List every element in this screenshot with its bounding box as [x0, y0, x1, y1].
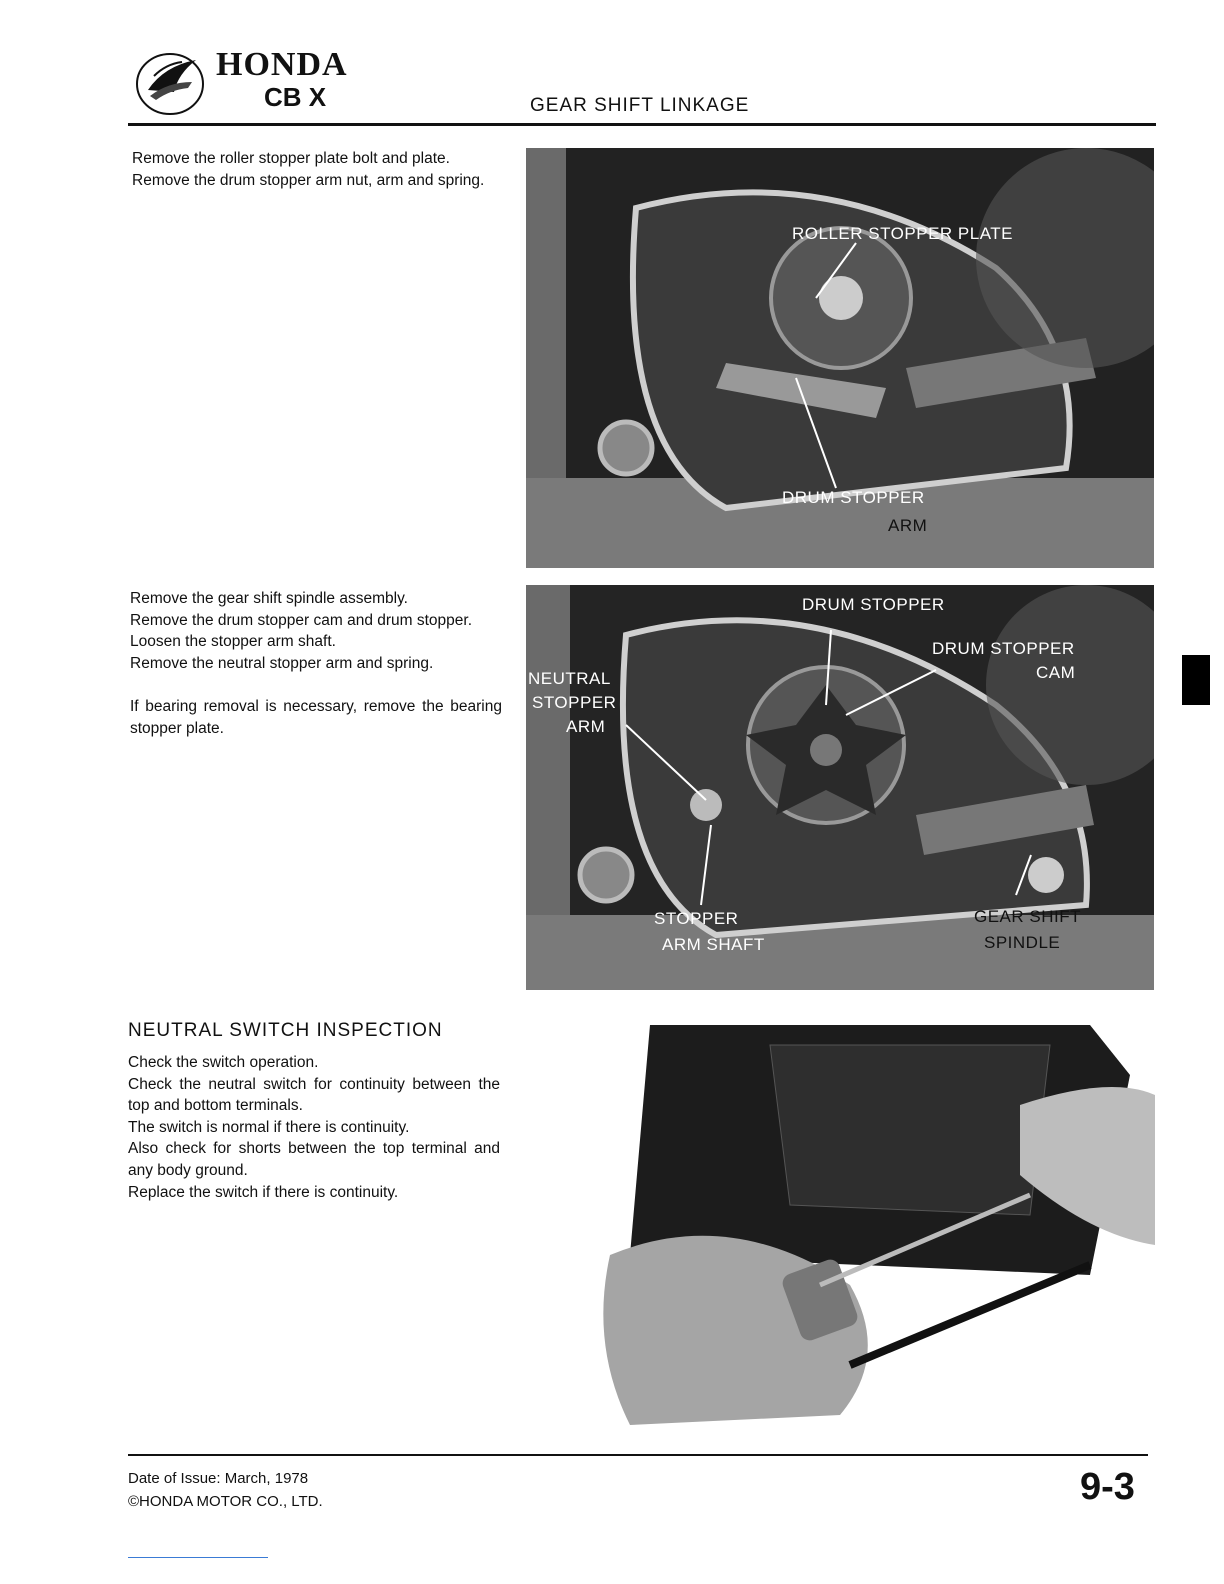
footer-rule — [128, 1454, 1148, 1456]
label-gear-shift-spindle: SPINDLE — [984, 933, 1061, 952]
neutral-switch-line: The switch is normal if there is continuity. — [128, 1118, 410, 1136]
honda-wing-logo — [134, 46, 206, 118]
label-neutral-stopper-arm: NEUTRAL — [528, 669, 611, 688]
neutral-switch-heading: NEUTRAL SWITCH INSPECTION — [128, 1020, 443, 1041]
neutral-switch-text — [128, 1052, 500, 1203]
page-number: 9-3 — [1080, 1466, 1135, 1508]
photo-neutral-switch-test — [590, 1015, 1155, 1435]
neutral-switch-line: Check the neutral switch for continuity between the top and bottom terminals. — [128, 1075, 500, 1115]
neutral-switch-line: Also check for shorts between the top terminal and any body ground. — [128, 1140, 500, 1179]
step2-line: Loosen the stopper arm shaft. — [130, 633, 336, 651]
step1-line: Remove the drum stopper arm nut, arm and spring. — [132, 171, 485, 189]
blue-underline — [128, 1557, 268, 1558]
step2-note: If bearing removal is necessary, remove the bearing stopper plate. — [130, 698, 502, 737]
photo-drum-stopper — [526, 585, 1154, 990]
step2-text — [130, 588, 502, 740]
step2-line: Remove the drum stopper cam and drum stopper. — [130, 611, 473, 629]
brand-name: HONDA — [216, 46, 348, 83]
section-tab-marker — [1182, 655, 1210, 705]
label-drum-stopper-cam: DRUM STOPPER — [932, 639, 1075, 658]
label-gear-shift-spindle: GEAR SHIFT — [974, 907, 1082, 926]
label-stopper-arm-shaft: ARM SHAFT — [662, 935, 765, 954]
header-rule — [128, 123, 1156, 126]
model-name: CB X — [264, 82, 327, 112]
step2-line: Remove the gear shift spindle assembly. — [130, 590, 408, 607]
issue-date: Date of Issue: March, 1978 — [128, 1470, 309, 1487]
label-drum-stopper: DRUM STOPPER — [782, 488, 925, 507]
label-arm: ARM — [888, 516, 928, 535]
label-stopper-arm-shaft: STOPPER — [654, 909, 739, 928]
section-title: GEAR SHIFT LINKAGE — [530, 95, 750, 116]
label-drum-stopper: DRUM STOPPER — [802, 595, 945, 614]
step1-text — [132, 148, 504, 191]
label-roller-stopper-plate: ROLLER STOPPER PLATE — [792, 224, 1013, 243]
photo-roller-stopper — [526, 148, 1154, 568]
copyright: ©HONDA MOTOR CO., LTD. — [128, 1493, 323, 1510]
neutral-switch-line: Check the switch operation. — [128, 1054, 319, 1071]
step1-line: Remove the roller stopper plate bolt and plate. — [132, 150, 450, 167]
label-neutral-stopper-arm: STOPPER — [532, 693, 617, 712]
label-drum-stopper-cam: CAM — [1036, 663, 1076, 682]
neutral-switch-line: Replace the switch if there is continuity. — [128, 1183, 399, 1201]
step2-line: Remove the neutral stopper arm and spring. — [130, 654, 434, 672]
label-neutral-stopper-arm: ARM — [566, 717, 606, 736]
